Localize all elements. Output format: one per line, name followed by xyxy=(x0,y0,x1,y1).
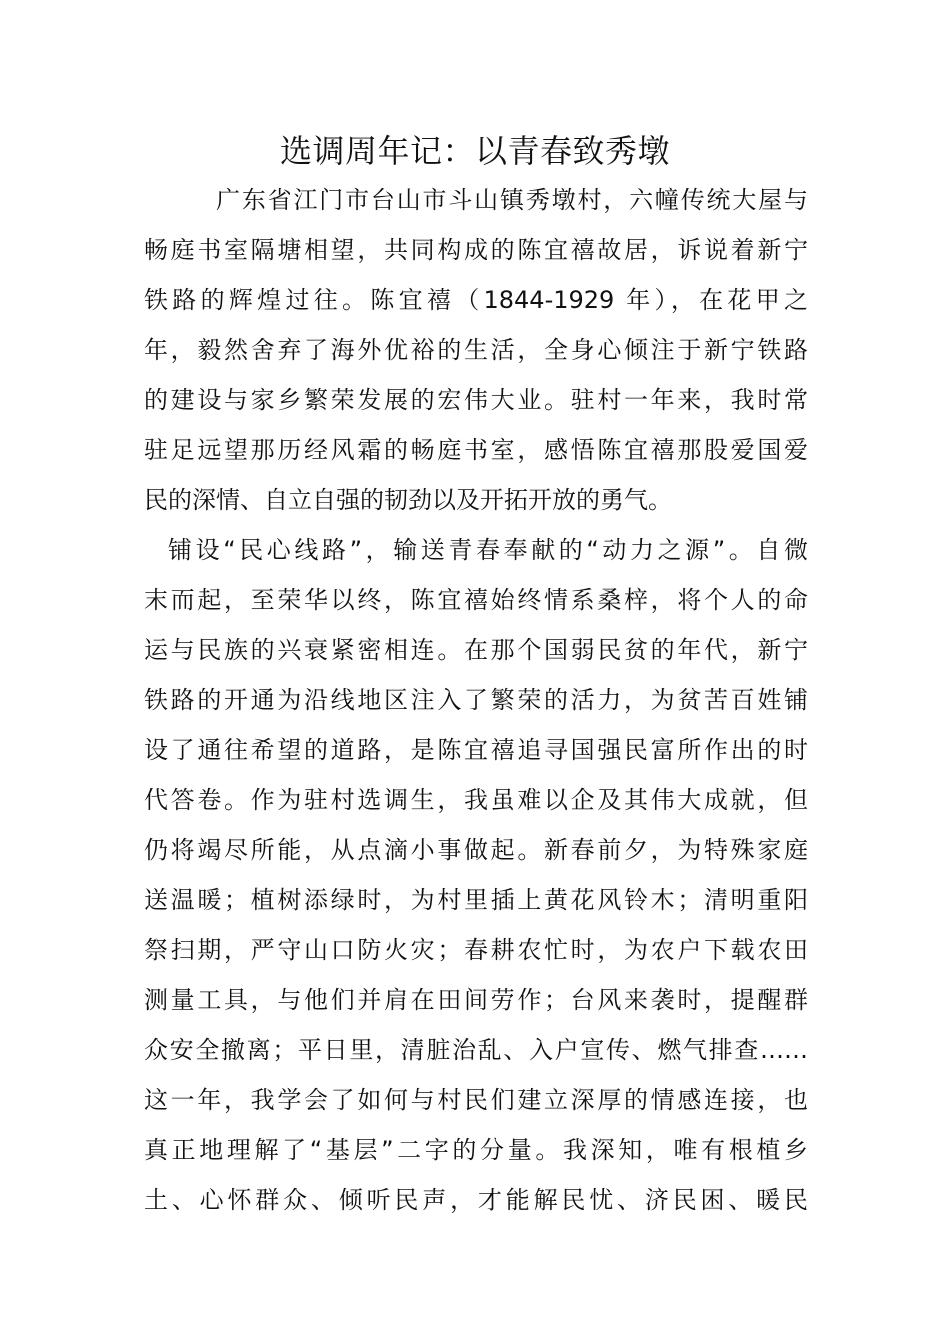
paragraph-2-line-9: 祭扫期，严守山口防火灾；春耕农忙时，为农户下载农田 xyxy=(144,936,808,964)
paragraph-1-line-4: 年，毅然舍弃了海外优裕的生活，全身心倾注于新宁铁路 xyxy=(144,336,808,364)
paragraph-2-line-10: 测量工具，与他们并肩在田间劳作；台风来袭时，提醒群 xyxy=(144,986,808,1014)
paragraph-2-line-1: 铺设“民心线路”，输送青春奉献的“动力之源”。自微 xyxy=(168,536,808,564)
document-title: 选调周年记：以青春致秀墩 xyxy=(279,132,670,170)
paragraph-2-line-13: 真正地理解了“基层”二字的分量。我深知，唯有根植乡 xyxy=(144,1136,808,1164)
paragraph-1-line-2: 畅庭书室隔塘相望，共同构成的陈宜禧故居，诉说着新宁 xyxy=(144,236,808,264)
paragraph-1-line-6: 驻足远望那历经风霜的畅庭书室，感悟陈宜禧那股爱国爱 xyxy=(144,436,808,464)
paragraph-2-line-5: 设了通往希望的道路，是陈宜禧追寻国强民富所作出的时 xyxy=(144,736,808,764)
paragraph-2-line-3: 运与民族的兴衰紧密相连。在那个国弱民贫的年代，新宁 xyxy=(144,636,808,664)
paragraph-2-line-7: 仍将竭尽所能，从点滴小事做起。新春前夕，为特殊家庭 xyxy=(144,836,808,864)
paragraph-2-line-12: 这一年，我学会了如何与村民们建立深厚的情感连接，也 xyxy=(144,1086,808,1114)
paragraph-2-line-11: 众安全撤离；平日里，清脏治乱、入户宣传、燃气排查…… xyxy=(144,1036,808,1064)
paragraph-2-line-4: 铁路的开通为沿线地区注入了繁荣的活力，为贫苦百姓铺 xyxy=(144,686,808,714)
paragraph-2-line-6: 代答卷。作为驻村选调生，我虽难以企及其伟大成就，但 xyxy=(144,786,808,814)
paragraph-1-line-1: 广东省江门市台山市斗山镇秀墩村，六幢传统大屋与 xyxy=(216,186,808,214)
paragraph-2-line-2: 末而起，至荣华以终，陈宜禧始终情系桑梓，将个人的命 xyxy=(144,586,808,614)
paragraph-2-line-14: 土、心怀群众、倾听民声，才能解民忧、济民困、暖民 xyxy=(144,1186,808,1214)
paragraph-1-line-7: 民的深情、自立自强的韧劲以及开拓开放的勇气。 xyxy=(144,486,672,514)
paragraph-2-line-8: 送温暖；植树添绿时，为村里插上黄花风铃木；清明重阳 xyxy=(144,886,808,914)
paragraph-1-line-3: 铁路的辉煌过往。陈宜禧（1844-1929 年），在花甲之 xyxy=(144,286,808,314)
paragraph-1-line-5: 的建设与家乡繁荣发展的宏伟大业。驻村一年来，我时常 xyxy=(144,386,808,414)
